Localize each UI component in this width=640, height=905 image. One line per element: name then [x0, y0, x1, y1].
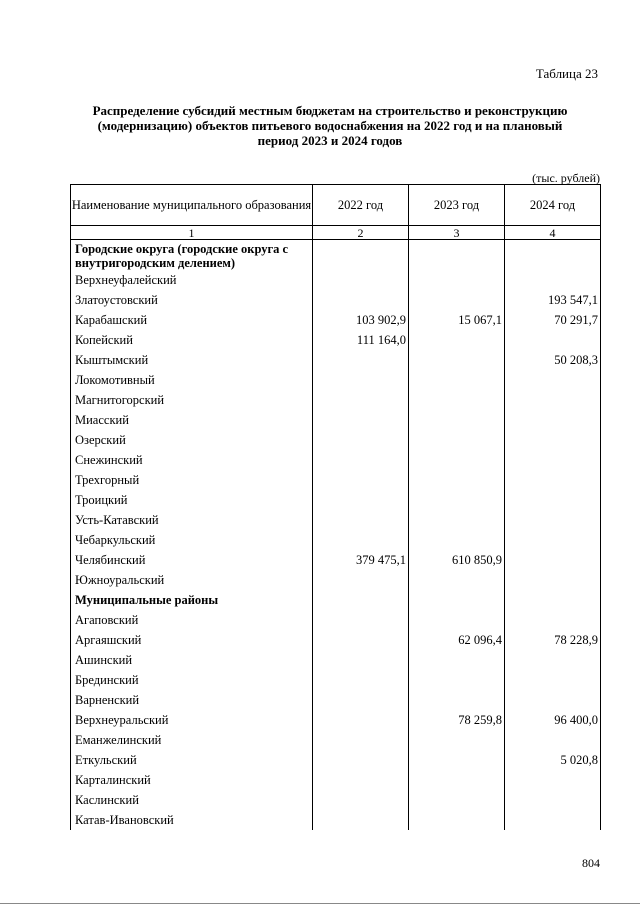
value-2022	[313, 790, 409, 810]
value-2024: 70 291,7	[505, 310, 601, 330]
value-2022	[313, 510, 409, 530]
value-2022	[313, 290, 409, 310]
municipality-name: Миасский	[71, 410, 313, 430]
municipality-name: Брединский	[71, 670, 313, 690]
municipality-name: Еткульский	[71, 750, 313, 770]
value-2024	[505, 810, 601, 830]
municipality-name: Аргаяшский	[71, 630, 313, 650]
table-row	[71, 290, 601, 310]
value-2024	[505, 410, 601, 430]
table-row	[71, 510, 601, 530]
value-2023	[409, 410, 505, 430]
value-2023: 78 259,8	[409, 710, 505, 730]
municipality-name: Верхнеуральский	[71, 710, 313, 730]
value-2022	[313, 570, 409, 590]
value-2024	[505, 430, 601, 450]
value-2022	[313, 610, 409, 630]
value-2023: 15 067,1	[409, 310, 505, 330]
value-2023	[409, 670, 505, 690]
municipality-name: Верхнеуфалейский	[71, 270, 313, 290]
table-row	[71, 550, 601, 570]
value-2023	[409, 450, 505, 470]
value-2024: 50 208,3	[505, 350, 601, 370]
title-line: (модернизацию) объектов питьевого водоснабжения на 2022 год и на плановый	[97, 118, 563, 133]
value-2023	[409, 750, 505, 770]
table-row	[71, 610, 601, 630]
value-2023	[409, 770, 505, 790]
value-2024	[505, 770, 601, 790]
table-row	[71, 810, 601, 830]
column-number-row	[71, 226, 601, 240]
value-2022	[313, 470, 409, 490]
value-2024	[505, 450, 601, 470]
value-2024	[505, 330, 601, 350]
municipality-name: Каслинский	[71, 790, 313, 810]
value-2024	[505, 370, 601, 390]
municipality-name: Магнитогорский	[71, 390, 313, 410]
table-row	[71, 390, 601, 410]
empty-cell	[313, 240, 409, 271]
header-2024: 2024 год	[505, 185, 601, 226]
value-2023	[409, 810, 505, 830]
value-2023	[409, 430, 505, 450]
value-2022	[313, 270, 409, 290]
municipality-name: Катав-Ивановский	[71, 810, 313, 830]
table-row	[71, 450, 601, 470]
header-2023: 2023 год	[409, 185, 505, 226]
value-2024	[505, 390, 601, 410]
table-row	[71, 410, 601, 430]
value-2023	[409, 790, 505, 810]
table-row	[71, 490, 601, 510]
value-2022	[313, 370, 409, 390]
municipality-name: Агаповский	[71, 610, 313, 630]
value-2022: 111 164,0	[313, 330, 409, 350]
header-2022: 2022 год	[313, 185, 409, 226]
value-2023	[409, 330, 505, 350]
table-body	[71, 240, 601, 831]
table-row	[71, 710, 601, 730]
value-2023	[409, 270, 505, 290]
value-2024	[505, 510, 601, 530]
table-row	[71, 470, 601, 490]
value-2022	[313, 670, 409, 690]
value-2022	[313, 730, 409, 750]
municipality-name: Усть-Катавский	[71, 510, 313, 530]
value-2022	[313, 630, 409, 650]
value-2024	[505, 530, 601, 550]
units-note: (тыс. рублей)	[532, 171, 600, 185]
value-2023: 62 096,4	[409, 630, 505, 650]
table-row	[71, 330, 601, 350]
value-2024: 193 547,1	[505, 290, 601, 310]
table-row	[71, 310, 601, 330]
value-2022	[313, 530, 409, 550]
table-row	[71, 790, 601, 810]
table-row	[71, 750, 601, 770]
municipality-name: Снежинский	[71, 450, 313, 470]
table-row	[71, 650, 601, 670]
value-2024	[505, 550, 601, 570]
municipality-name: Южноуральский	[71, 570, 313, 590]
value-2022	[313, 810, 409, 830]
page-number: 804	[582, 856, 600, 870]
municipality-name: Копейский	[71, 330, 313, 350]
municipality-name: Златоустовский	[71, 290, 313, 310]
column-number: 4	[505, 226, 601, 240]
value-2023	[409, 470, 505, 490]
value-2024	[505, 270, 601, 290]
value-2023	[409, 610, 505, 630]
table-row	[71, 690, 601, 710]
value-2022	[313, 690, 409, 710]
value-2022: 103 902,9	[313, 310, 409, 330]
value-2024: 78 228,9	[505, 630, 601, 650]
value-2024	[505, 790, 601, 810]
title-line: Распределение субсидий местным бюджетам на строительство и реконструкцию	[92, 103, 568, 118]
municipality-name: Варненский	[71, 690, 313, 710]
title-line: период 2023 и 2024 годов	[257, 133, 403, 148]
table-label: Таблица 23	[535, 66, 598, 81]
value-2022	[313, 710, 409, 730]
empty-cell	[409, 590, 505, 610]
table-row	[71, 730, 601, 750]
municipality-name: Еманжелинский	[71, 730, 313, 750]
table-row	[71, 570, 601, 590]
header-name: Наименование муниципального образования	[71, 185, 313, 226]
value-2024	[505, 570, 601, 590]
value-2024	[505, 610, 601, 630]
value-2023: 610 850,9	[409, 550, 505, 570]
section-row	[71, 590, 601, 610]
value-2023	[409, 390, 505, 410]
value-2024	[505, 730, 601, 750]
value-2022	[313, 430, 409, 450]
value-2022	[313, 450, 409, 470]
value-2024	[505, 490, 601, 510]
municipality-name: Ашинский	[71, 650, 313, 670]
table-row	[71, 430, 601, 450]
value-2022	[313, 650, 409, 670]
bottom-rule	[0, 903, 640, 904]
value-2024: 5 020,8	[505, 750, 601, 770]
table-row	[71, 630, 601, 650]
value-2022	[313, 350, 409, 370]
value-2023	[409, 570, 505, 590]
value-2023	[409, 530, 505, 550]
municipality-name: Чебаркульский	[71, 530, 313, 550]
value-2023	[409, 690, 505, 710]
value-2024	[505, 470, 601, 490]
column-number: 3	[409, 226, 505, 240]
municipality-name: Троицкий	[71, 490, 313, 510]
municipality-name: Челябинский	[71, 550, 313, 570]
value-2024	[505, 670, 601, 690]
value-2023	[409, 650, 505, 670]
value-2023	[409, 510, 505, 530]
column-number: 2	[313, 226, 409, 240]
empty-cell	[409, 240, 505, 271]
value-2023	[409, 730, 505, 750]
municipality-name: Карабашский	[71, 310, 313, 330]
value-2023	[409, 370, 505, 390]
value-2022	[313, 770, 409, 790]
value-2024	[505, 690, 601, 710]
empty-cell	[313, 590, 409, 610]
value-2022: 379 475,1	[313, 550, 409, 570]
value-2023	[409, 490, 505, 510]
value-2023	[409, 350, 505, 370]
column-number: 1	[71, 226, 313, 240]
municipality-name: Озерский	[71, 430, 313, 450]
empty-cell	[505, 240, 601, 271]
value-2022	[313, 490, 409, 510]
value-2023	[409, 290, 505, 310]
municipality-name: Карталинский	[71, 770, 313, 790]
municipality-name: Локомотивный	[71, 370, 313, 390]
value-2022	[313, 410, 409, 430]
section-row	[71, 240, 601, 271]
table-row	[71, 270, 601, 290]
municipality-name: Городские округа (городские округа с внутригородским делением)	[71, 240, 313, 271]
header-row	[71, 185, 601, 226]
municipality-name: Трехгорный	[71, 470, 313, 490]
table-row	[71, 530, 601, 550]
table-row	[71, 370, 601, 390]
table-title	[60, 103, 600, 148]
empty-cell	[505, 590, 601, 610]
table-row	[71, 670, 601, 690]
subsidy-table	[70, 184, 601, 830]
table-row	[71, 350, 601, 370]
value-2022	[313, 390, 409, 410]
municipality-name: Муниципальные районы	[71, 590, 313, 610]
municipality-name: Кыштымский	[71, 350, 313, 370]
value-2024	[505, 650, 601, 670]
value-2022	[313, 750, 409, 770]
value-2024: 96 400,0	[505, 710, 601, 730]
table-row	[71, 770, 601, 790]
